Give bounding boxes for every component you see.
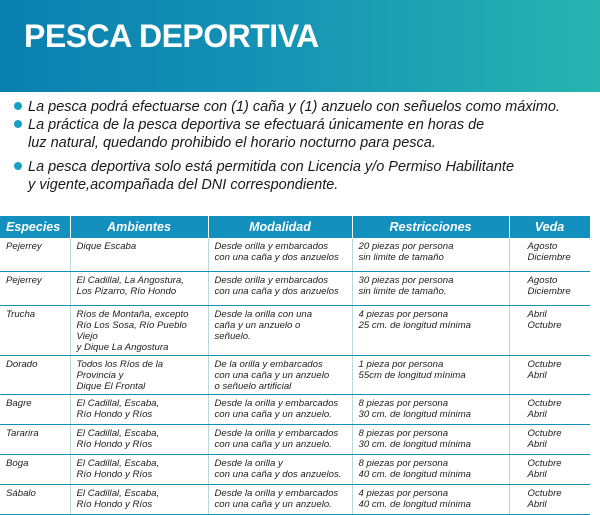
cell-modalidad: Desde la orilla y embarcados con una caña y un anzuelo. [208,425,352,455]
rule-item [14,98,594,116]
table-row [0,306,590,356]
regulations-table [0,216,591,515]
rule-text: La práctica de la pesca deportiva se efectuará únicamente en horas de [28,117,485,133]
cell-ambiente: Dique Escaba [70,238,208,272]
table-header-row [0,216,590,238]
table-row [0,272,590,306]
cell-ambiente: El Cadillal, Escaba, Río Hondo y Ríos [70,455,208,485]
header-modalidad: Modalidad [208,216,352,238]
cell-restricciones: 1 pieza por persona 55cm de longitud mínima [352,356,509,395]
header-veda: Veda [509,216,590,238]
cell-restricciones: 30 piezas por persona sin limite de tamaño. [352,272,509,306]
cell-modalidad: Desde la orilla y con una caña y dos anzuelos. [208,455,352,485]
cell-veda: Agosto Diciembre [509,272,590,306]
rule-item [14,116,594,152]
cell-ambiente: El Cadillal, Escaba, Río Hondo y Ríos [70,425,208,455]
cell-veda: Octubre Abril [509,356,590,395]
rule-text: La pesca deportiva solo está permitida con Licencia y/o Permiso Habilitante [28,159,515,175]
cell-restricciones: 20 piezas por persona sin limite de tamaño [352,238,509,272]
table-row [0,425,590,455]
header-ambientes: Ambientes [70,216,208,238]
cell-restricciones: 8 piezas por persona 30 cm. de longitud mínima [352,425,509,455]
header-restricciones: Restricciones [352,216,509,238]
page-title: PESCA DEPORTIVA [24,18,319,54]
cell-modalidad: Desde la orilla con una caña y un anzuelo o señuelo. [208,306,352,356]
table-row [0,455,590,485]
bullet-icon [14,102,22,110]
title-banner [0,0,600,92]
cell-ambiente: Ríos de Montaña, excepto Río Los Sosa, Río Pueblo Viejo y Dique La Angostura [70,306,208,356]
cell-especie: Sábalo [0,485,70,515]
bullet-icon [14,162,22,170]
cell-restricciones: 8 piezas por persona 40 cm. de longitud mínima [352,455,509,485]
cell-especie: Bagre [0,395,70,425]
cell-restricciones: 4 piezas por persona 25 cm. de longitud mínima [352,306,509,356]
cell-modalidad: Desde orilla y embarcados con una caña y dos anzuelos [208,238,352,272]
cell-especie: Dorado [0,356,70,395]
table-row [0,395,590,425]
table-row [0,356,590,395]
cell-restricciones: 4 piezas por persona 40 cm. de longitud mínima [352,485,509,515]
rule-text-continued: y vigente,acompañada del DNI correspondiente. [28,177,339,193]
cell-modalidad: De la orilla y embarcados con una caña y un anzuelo o señuelo artificial [208,356,352,395]
cell-ambiente: El Cadillal, La Angostura, Los Pizarro, Río Hondo [70,272,208,306]
cell-especie: Trucha [0,306,70,356]
bullet-icon [14,120,22,128]
cell-especie: Boga [0,455,70,485]
cell-veda: Abril Octubre [509,306,590,356]
cell-especie: Tararira [0,425,70,455]
cell-modalidad: Desde la orilla y embarcados con una caña y un anzuelo. [208,485,352,515]
header-especies: Especies [0,216,70,238]
table-row [0,485,590,515]
cell-especie: Pejerrey [0,238,70,272]
cell-veda: Agosto Diciembre [509,238,590,272]
rules-list [14,98,594,194]
cell-veda: Octubre Abril [509,455,590,485]
cell-veda: Octubre Abril [509,425,590,455]
cell-restricciones: 8 piezas por persona 30 cm. de longitud mínima [352,395,509,425]
rule-text: La pesca podrá efectuarse con (1) caña y (1) anzuelo con señuelos como máximo. [28,99,560,115]
cell-especie: Pejerrey [0,272,70,306]
table-row [0,238,590,272]
cell-veda: Octubre Abril [509,485,590,515]
rule-item [14,158,594,194]
cell-ambiente: Todos los Ríos de la Provincia y Dique El Frontal [70,356,208,395]
cell-modalidad: Desde la orilla y embarcados con una caña y un anzuelo. [208,395,352,425]
cell-veda: Octubre Abril [509,395,590,425]
rule-text-continued: luz natural, quedando prohibido el horario nocturno para pesca. [28,135,436,151]
cell-ambiente: El Cadillal, Escaba, Río Hondo y Ríos [70,395,208,425]
cell-ambiente: El Cadillal, Escaba, Río Hondo y Ríos [70,485,208,515]
cell-modalidad: Desde orilla y embarcados con una caña y dos anzuelos [208,272,352,306]
